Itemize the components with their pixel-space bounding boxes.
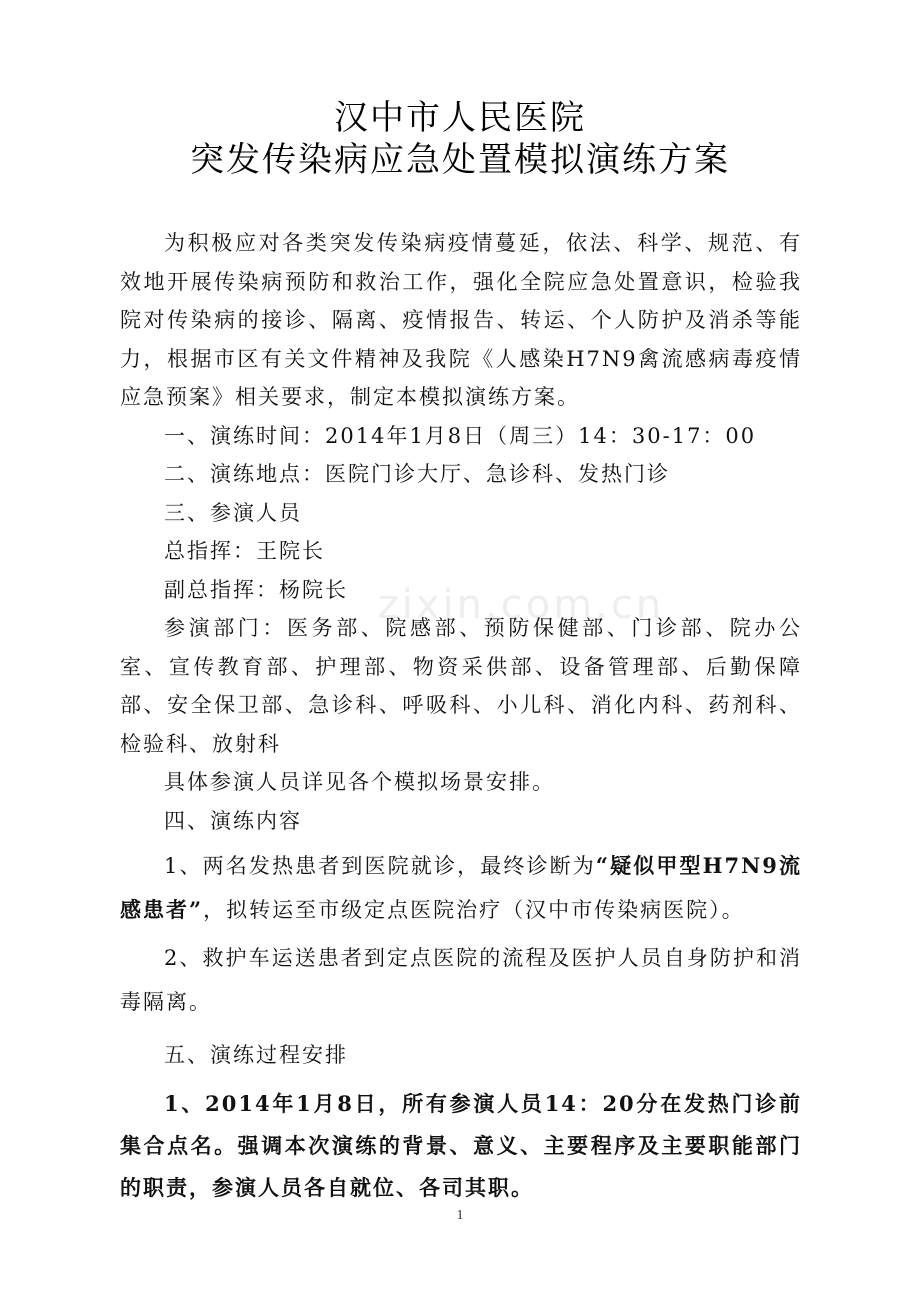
- document-title-line2: 突发传染病应急处置模拟演练方案: [190, 140, 730, 180]
- page-number: 1: [456, 1208, 464, 1223]
- content-item-2: 2、救护车运送患者到定点医院的流程及医护人员自身防护和消毒隔离。: [120, 946, 802, 1014]
- process-item-1: 1、2014年1月8日，所有参演人员14：20分在发热门诊前集合点名。强调本次演练的背景、意义、主要程序及主要职能部门的职责，参演人员各自就位、各司其职。: [120, 1090, 802, 1200]
- departments-paragraph: 参演部门：医务部、院感部、预防保健部、门诊部、院办公室、宣传教育部、护理部、物资采供部、设备管理部、后勤保障部、安全保卫部、急诊科、呼吸科、小儿科、消化内科、药剂科、检验科、放射科: [120, 616, 802, 756]
- section-participants: 三、参演人员: [164, 500, 302, 525]
- section-process: 五、演练过程安排: [164, 1043, 348, 1067]
- content-item-1-diagnosis: “疑似甲型H7N9流感患者”: [120, 853, 803, 922]
- document-body: [120, 224, 802, 1209]
- section-content: 四、演练内容: [164, 808, 302, 833]
- content-item-1-suffix: ，拟转运至市级定点医院治疗（汉中市传染病医院）。: [203, 898, 745, 922]
- content-item-1-prefix: 1、两名发热患者到医院就诊，最终诊断为: [164, 854, 596, 878]
- section-time: 一、演练时间：2014年1月8日（周三）14：30-17：00: [164, 423, 757, 448]
- content-item-1: [120, 844, 802, 932]
- deputy-commander-line: 副总指挥：杨院长: [164, 577, 348, 602]
- section-location: 二、演练地点：医院门诊大厅、急诊科、发热门诊: [164, 462, 670, 486]
- intro-paragraph: 为积极应对各类突发传染病疫情蔓延，依法、科学、规范、有效地开展传染病预防和救治工作，强化全院应急处置意识，检验我院对传染病的接诊、隔离、疫情报告、转运、个人防护及消杀等能力，根据市区有关文件精神及我院《人感染H7N9禽流感病毒疫情应急预案》相关要求，制定本模拟演练方案。: [120, 231, 802, 409]
- watermark-text: zixin.com.cn: [377, 582, 665, 628]
- personnel-note: 具体参演人员详见各个模拟场景安排。: [164, 770, 555, 794]
- commander-line: 总指挥：王院长: [164, 539, 325, 563]
- document-title-line1: 汉中市人民医院: [334, 98, 586, 138]
